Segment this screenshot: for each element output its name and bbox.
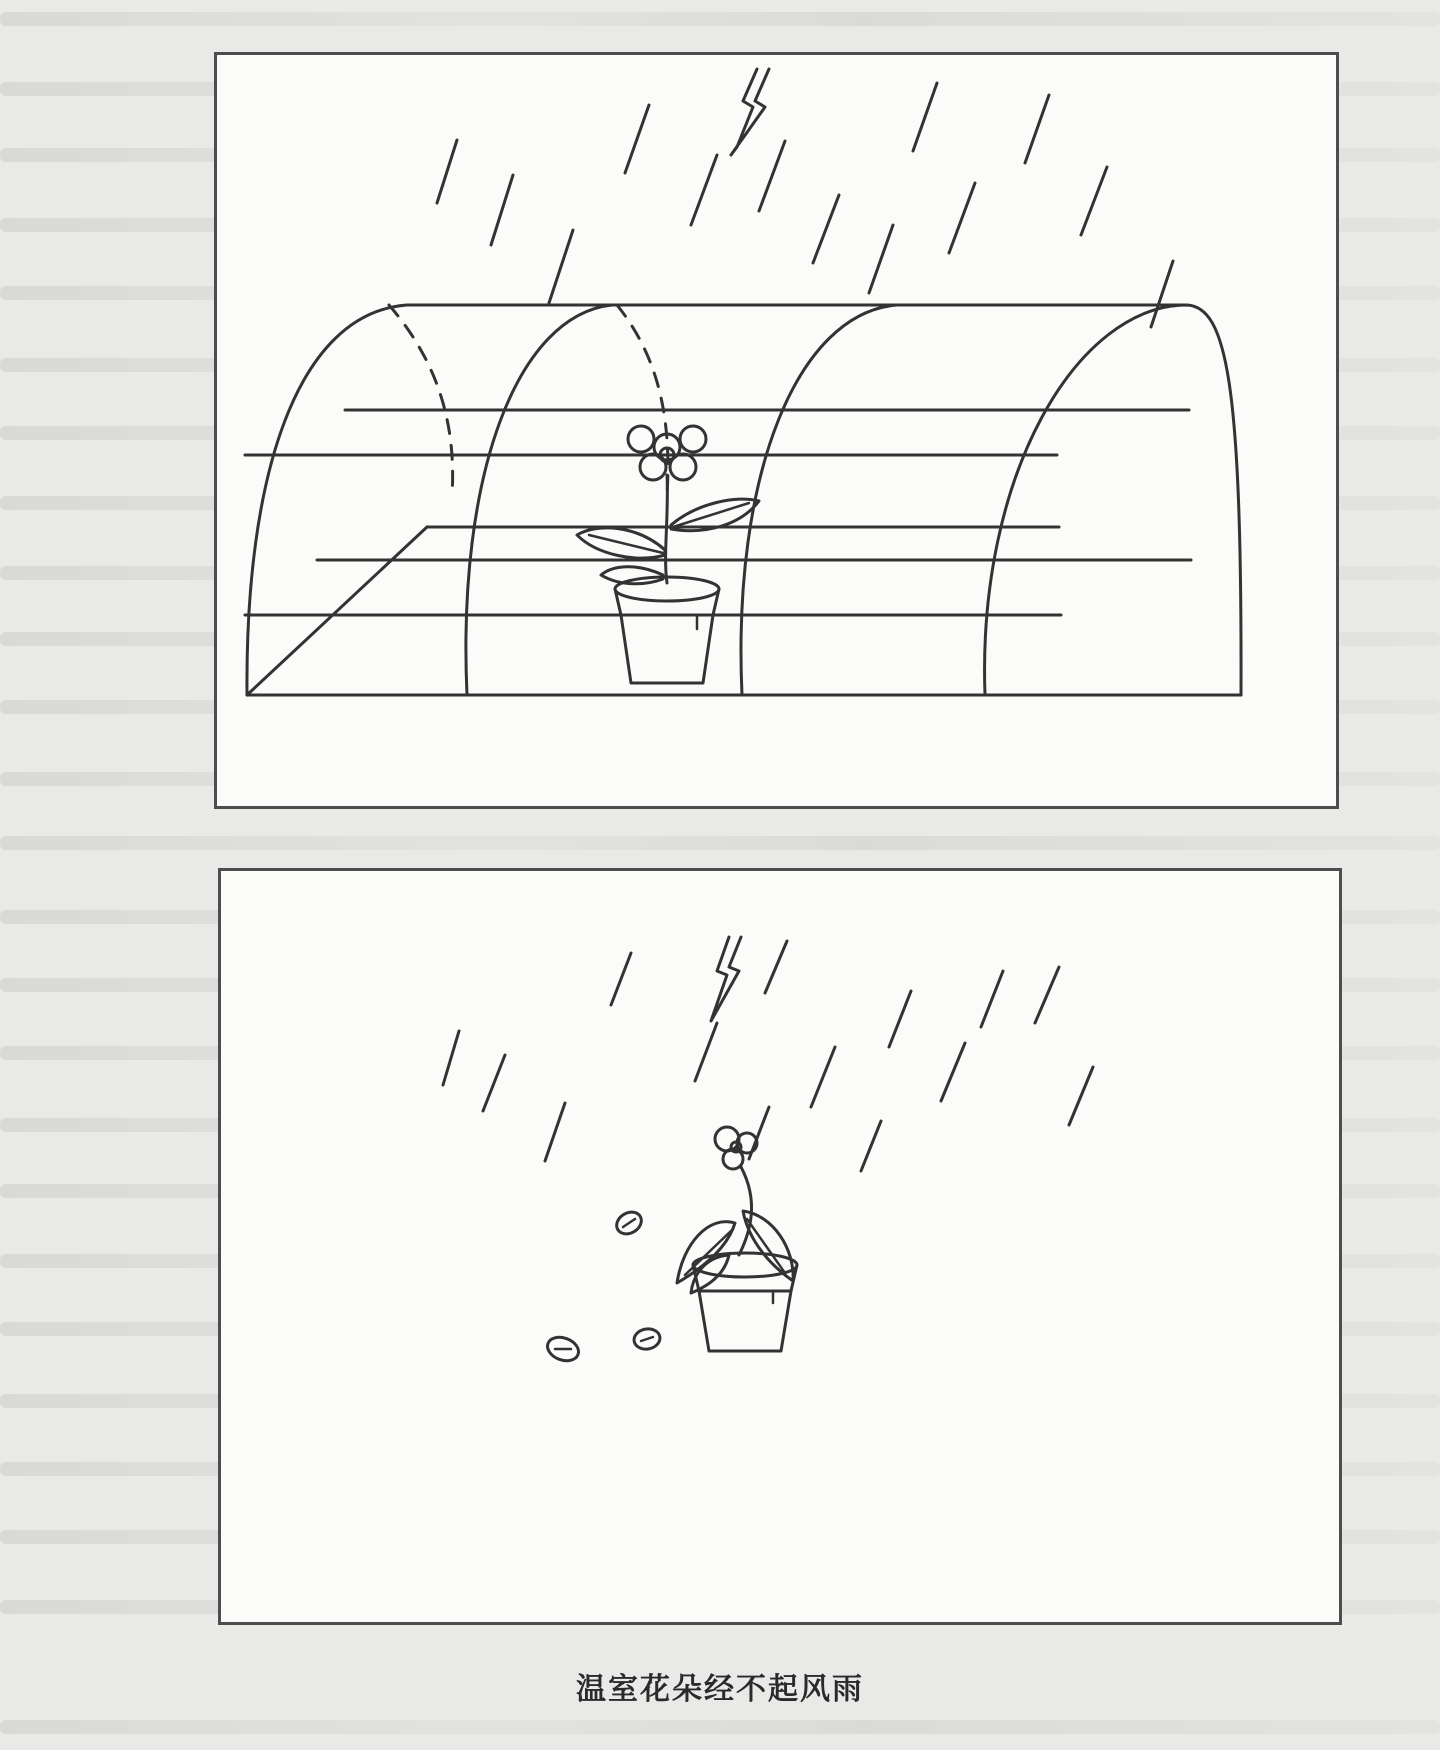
rain-streaks-icon [443, 941, 1093, 1171]
lightning-icon [711, 937, 741, 1021]
storm-scene [221, 871, 1339, 1622]
flower-pot-icon [677, 1127, 797, 1351]
rain-streaks-icon [437, 83, 1173, 327]
greenhouse-scene [217, 55, 1336, 806]
fallen-petal-icon [544, 1208, 661, 1365]
illustration-storm-panel [218, 868, 1342, 1625]
illustration-greenhouse-panel [214, 52, 1339, 809]
figure-caption: 温室花朵经不起风雨 [576, 1672, 864, 1707]
lightning-icon [731, 69, 769, 155]
